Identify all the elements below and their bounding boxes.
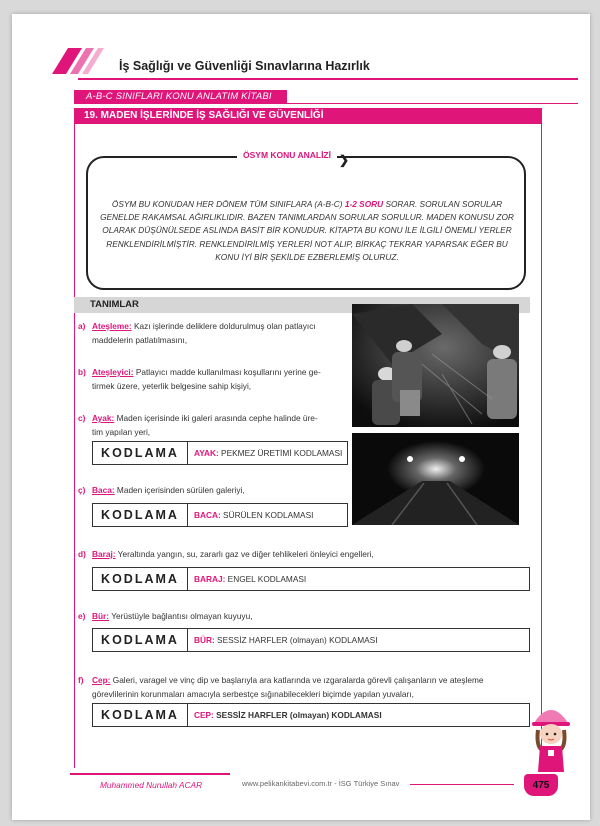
code-tag: KODLAMA [93,442,188,464]
question-count-highlight: 1-2 SORU [344,199,384,209]
definition-item-baca: ç) Baca: Maden içerisinden sürülen galeriyi, [78,485,245,495]
code-box-baca [92,503,348,527]
header-title: İş Sağlığı ve Güvenliği Sınavlarına Hazırlık [119,59,370,73]
footer-divider [70,773,230,775]
mine-workers-photo [352,304,519,427]
code-text: CEP: SESSİZ HARFLER (olmayan) KODLAMASI [194,710,382,720]
code-text: BÜR: SESSİZ HARFLER (olmayan) KODLAMASI [194,635,378,645]
definition-item-cep: f) Cep: Galeri, varagel ve vinç dip ve başlarıyla ara katlarında ve ızgaralarda görevli çalışanların ve ateşleme görevlilerinin korunmaları amacıyla serbestçe sığınabilecekleri biçimde yapılan yuvaları, [78,675,484,699]
book-title-bar: A-B-C SINIFLARI KONU ANLATIM KİTABI [74,90,287,104]
header-divider [78,78,578,80]
osym-analysis-text: ÖSYM BU KONUDAN HER DÖNEM TÜM SINIFLARA (A-B-C) 1-2 SORU SORAR. SORULAN SORULAR GENELDE RAKAMSAL AĞIRLIKLIDIR. BAZEN TANIMLARDAN SORULAR SORULUR. MADEN KONUSU ZOR OLARAK DÜŞÜNÜLSEDE ASLINDA BASİT BİR KONUDUR. KİTAPTA BU KONU İLE İLGİLİ ÖNEMLİ YERLER RENKLENDİRİLMİŞTİR. RENKLENDİRİLMİŞ YERLERİ NOT ALIP, BİRKAÇ TEKRAR YAPARSAK EĞER BU KONU İYİ BİR ŞEKİLDE EZBERLEMİŞ OLURUZ. [100,199,514,262]
definition-item-baraj: d) Baraj: Yeraltında yangın, su, zararlı gaz ve diğer tehlikeleri önleyici engelleri, [78,549,374,559]
osym-analysis-label: ÖSYM KONU ANALİZİ [237,150,337,160]
definition-item-atesleyici: b) Ateşleyici: Patlayıcı madde kullanılması koşullarını yerine ge- tirmek üzere, yeterlik belgesine sahip kişiyi, [78,367,321,391]
code-box-ayak [92,441,348,465]
chevron-right-icon: ❯ [339,153,350,167]
definition-item-ayak: c) Ayak: Maden içerisinde iki galeri arasında cephe halinde üre- tim yapılan yeri, [78,413,318,437]
header-stripes-decoration [52,44,112,90]
code-box-baraj [92,567,530,591]
code-tag: KODLAMA [93,629,188,651]
code-box-cep [92,703,530,727]
code-tag: KODLAMA [93,704,188,726]
section-title-tanimlar: TANIMLAR [74,297,530,313]
mine-tunnel-photo [352,433,519,525]
code-tag: KODLAMA [93,504,188,526]
code-tag: KODLAMA [93,568,188,590]
page [12,14,590,820]
code-text: BARAJ: ENGEL KODLAMASI [194,574,307,584]
definition-item-atesleme: a) Ateşleme: Kazı işlerinde deliklere doldurulmuş olan patlayıcı maddelerin patlatılmasını, [78,321,316,345]
chapter-title: 19. MADEN İŞLERİNDE İŞ SAĞLIĞI VE GÜVENLİĞİ [74,108,542,124]
footer-divider-right [410,784,514,785]
code-box-bur [92,628,530,652]
book-title-underline [74,103,578,104]
page-number: 475 [524,774,558,796]
code-text: AYAK: PEKMEZ ÜRETİMİ KODLAMASI [194,448,343,458]
code-text: BACA: SÜRÜLEN KODLAMASI [194,510,314,520]
footer-website: www.pelikankitabevi.com.tr - İSG Türkiye Sınav [242,779,400,788]
footer-author: Muhammed Nurullah ACAR [100,780,203,790]
definition-item-bur: e) Bür: Yerüstüyle bağlantısı olmayan kuyuyu, [78,611,253,621]
worker-mascot-icon [526,700,576,772]
